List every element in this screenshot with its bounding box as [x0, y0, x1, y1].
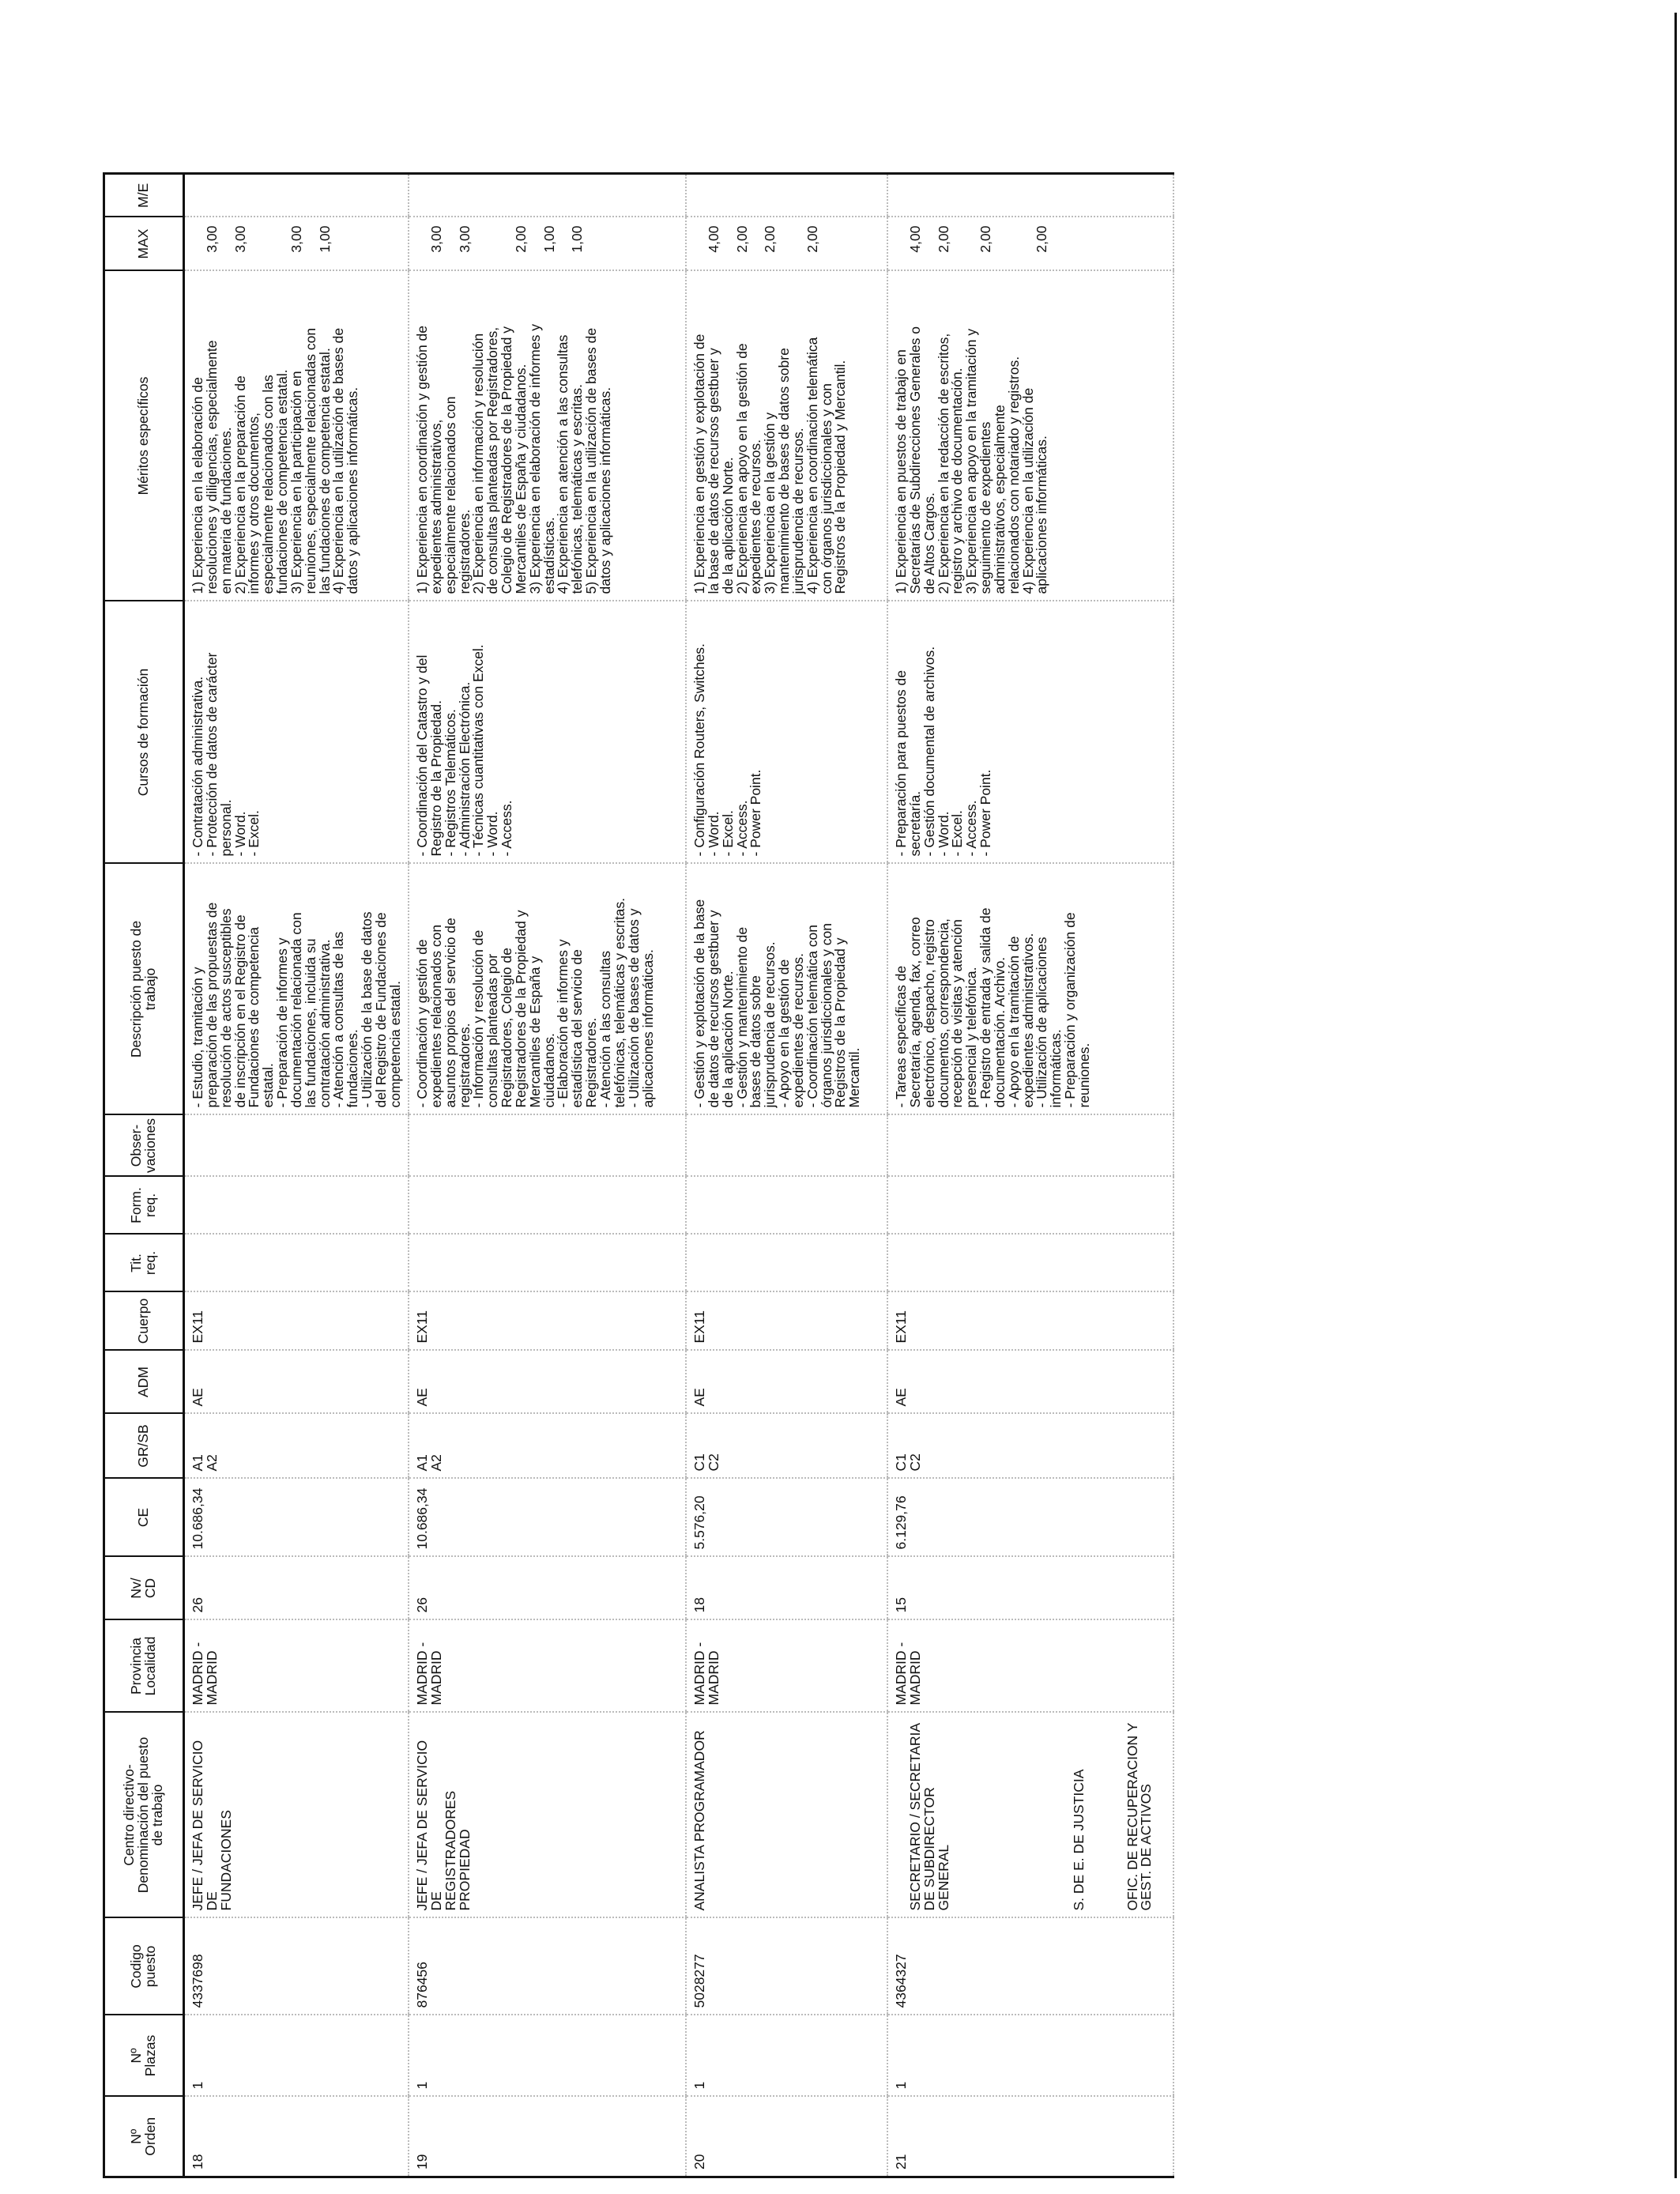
cell-cursos: - Coordinación del Catastro y del Registro de la Propiedad. - Registros Telemáticos. - Administración Electrónica. - Técnicas cuantitativas con Excel. - Word. - Access. — [409, 601, 686, 864]
cell-ce: 10.686,34 — [184, 1479, 409, 1557]
cell-codigo: 5028277 — [686, 1918, 887, 2015]
header-titulacion: Tit. req. — [104, 1235, 184, 1292]
header-orden: Nº Orden — [104, 2097, 184, 2177]
section-unit: OFIC. DE RECUPERACION Y GEST. DE ACTIVOS — [1124, 1722, 1155, 1911]
table-row — [409, 174, 686, 2177]
cell-provincia: MADRID - MADRID — [686, 1620, 887, 1713]
cell-max — [409, 217, 686, 271]
cell-provincia: MADRID - MADRID — [409, 1620, 686, 1713]
max-value — [220, 218, 234, 270]
cell-plazas: 1 — [409, 2015, 686, 2097]
cell-ce: 6.129,76 — [887, 1479, 1173, 1557]
cell-nivel: 26 — [409, 1557, 686, 1620]
header-provincia: Provincia Localidad — [104, 1620, 184, 1713]
max-value: 3,00 — [203, 225, 220, 253]
cell-observaciones — [686, 1115, 887, 1177]
cell-formacion — [887, 1177, 1173, 1235]
cell-grupo: C1 C2 — [887, 1414, 1173, 1479]
cell-orden: 20 — [686, 2097, 887, 2177]
max-value — [1008, 218, 1022, 270]
max-value: 1,00 — [316, 225, 333, 253]
max-value — [304, 218, 318, 270]
cell-descripcion: - Coordinación y gestión de expedientes relacionados con asuntos propios del servicio de registradores. - Información y resolución de consultas planteadas por Registradores, Colegio de Registradores de la Propiedad y Mercantiles de España y ciudadanos. - Elaboración de informes y estadística del servicio de Registradores. - Atención a las consultas telefónicas, telemáticas y escritas. - Utilización de bases de datos y aplicaciones informáticas. — [409, 864, 686, 1115]
cell-observaciones — [184, 1115, 409, 1177]
cell-titulacion — [686, 1235, 887, 1292]
job-positions-table — [103, 172, 1174, 2178]
cell-titulacion — [887, 1235, 1173, 1292]
cell-nivel: 26 — [184, 1557, 409, 1620]
cell-grupo: C1 C2 — [686, 1414, 887, 1479]
cell-centro: JEFE / JEFA DE SERVICIO DE REGISTRADORES PROPIEDAD — [409, 1713, 686, 1918]
max-value — [721, 218, 736, 270]
header-cursos: Cursos de formación — [104, 601, 184, 864]
header-nivel: Nv/ CD — [104, 1557, 184, 1620]
cell-grupo: A1 A2 — [409, 1414, 686, 1479]
cell-adm: AE — [184, 1351, 409, 1414]
cell-codigo: 876456 — [409, 1918, 686, 2015]
header-centro: Centro directivo- Denominación del puesto de trabajo — [104, 1713, 184, 1918]
cell-me — [686, 174, 887, 217]
cell-max — [184, 217, 409, 271]
max-value — [923, 218, 937, 270]
max-value: 2,00 — [762, 225, 778, 253]
max-value: 3,00 — [428, 225, 444, 253]
cell-formacion — [184, 1177, 409, 1235]
cell-centro — [887, 1713, 1173, 1918]
cell-formacion — [686, 1177, 887, 1235]
header-observaciones: Obser- vaciones — [104, 1115, 184, 1177]
max-value: 3,00 — [288, 225, 304, 253]
cell-adm: AE — [887, 1351, 1173, 1414]
cell-nivel: 15 — [887, 1557, 1173, 1620]
cell-descripcion: - Tareas específicas de Secretaría, agenda, fax, correo electrónico, despacho, registro documentos, correspondencia, recepción de visitas y atención presencial y telefónica. - Registro de entrada y salida de documentación. Archivo. - Apoyo en la tramitación de expedientes administrativos. - Utilización de aplicaciones informáticas. - Preparación y organización de reuniones. — [887, 864, 1173, 1115]
cell-me — [887, 174, 1173, 217]
max-value: 4,00 — [705, 225, 721, 253]
max-value — [444, 218, 458, 270]
cell-cuerpo: EX11 — [887, 1292, 1173, 1351]
cell-formacion — [409, 1177, 686, 1235]
max-value: 1,00 — [541, 225, 557, 253]
cell-titulacion — [409, 1235, 686, 1292]
cell-cursos: - Contratación administrativa. - Protección de datos de carácter personal. - Word. - Excel. — [184, 601, 409, 864]
section-dependency: S. DE E. DE JUSTICIA — [1071, 1769, 1087, 1911]
cell-codigo: 4364327 — [887, 1918, 1173, 2015]
cell-descripcion: - Gestión y explotación de la base de datos de recursos gestbuer y de la aplicación Norte. - Gestión y mantenimiento de bases de datos sobre jurisprudencia de recursos. - Apoyo en la gestión de expedientes de recursos. - Coordinación telemática con órganos jurisdiccionales y con Registros de la Propiedad y Mercantil. — [686, 864, 887, 1115]
cell-observaciones — [887, 1115, 1173, 1177]
cell-meritos: 1) Experiencia en gestión y explotación de la base de datos de recursos gestbuer y de la aplicación Norte. 2) Experiencia en apoyo en la gestión de expedientes de recursos. 3) Experiencia en la gestión y mantenimiento de bases de datos sobre jurisprudencia de recursos. 4) Experiencia en coordinación telemática con órganos jurisdiccionales y con Registros de la Propiedad y Mercantil. — [686, 271, 887, 601]
cell-adm: AE — [409, 1351, 686, 1414]
max-value: 1,00 — [569, 225, 586, 253]
max-value: 2,00 — [733, 225, 750, 253]
cell-cursos: - Preparación para puestos de secretaría. - Gestión documental de archivos. - Word. - Excel. - Access. - Power Point. — [887, 601, 1173, 864]
cell-grupo: A1 A2 — [184, 1414, 409, 1479]
cell-plazas: 1 — [887, 2015, 1173, 2097]
cell-cursos: - Configuración Routers, Switches. - Word. - Excel. - Access. - Power Point. — [686, 601, 887, 864]
cell-cuerpo: EX11 — [184, 1292, 409, 1351]
header-meritos: Méritos específicos — [104, 271, 184, 601]
cell-cuerpo: EX11 — [686, 1292, 887, 1351]
cell-max — [887, 217, 1173, 271]
header-me: M/E — [104, 174, 184, 217]
max-value: 3,00 — [456, 225, 473, 253]
header-codigo: Codigo puesto — [104, 1918, 184, 2015]
cell-centro: ANALISTA PROGRAMADOR — [686, 1713, 887, 1918]
cell-max — [686, 217, 887, 271]
table-row — [184, 174, 409, 2177]
header-grupo: GR/SB — [104, 1414, 184, 1479]
header-formacion: Form. req. — [104, 1177, 184, 1235]
table-row — [686, 174, 887, 2177]
cell-plazas: 1 — [184, 2015, 409, 2097]
max-value — [529, 218, 543, 270]
cell-me — [184, 174, 409, 217]
header-max: MAX — [104, 217, 184, 271]
cell-provincia: MADRID - MADRID — [887, 1620, 1173, 1713]
cell-adm: AE — [686, 1351, 887, 1414]
table-bottom-rule — [1674, 13, 1677, 2178]
cell-nivel: 18 — [686, 1557, 887, 1620]
max-value: 2,00 — [935, 225, 951, 253]
cell-orden: 21 — [887, 2097, 1173, 2177]
cell-centro: JEFE / JEFA DE SERVICIO DE FUNDACIONES — [184, 1713, 409, 1918]
max-value: 2,00 — [1034, 225, 1050, 253]
cell-titulacion — [184, 1235, 409, 1292]
max-value: 3,00 — [232, 225, 248, 253]
header-ce: CE — [104, 1479, 184, 1557]
header-plazas: Nº Plazas — [104, 2015, 184, 2097]
cell-ce: 10.686,34 — [409, 1479, 686, 1557]
header-cuerpo: Cuerpo — [104, 1292, 184, 1351]
header-adm: ADM — [104, 1351, 184, 1414]
max-value: 2,00 — [977, 225, 994, 253]
cell-descripcion: - Estudio, tramitación y preparación de las propuestas de resolución de actos susceptibles de inscripción en el Registro de Fundaciones de competencia estatal. - Preparación de informes y documentación relacionada con las fundaciones, incluida su contratación administrativa. - Atención a consultas de las fundaciones. - Utilización de la base de datos del Registro de Fundaciones de competencia estatal. — [184, 864, 409, 1115]
cell-provincia: MADRID - MADRID — [184, 1620, 409, 1713]
cell-meritos: 1) Experiencia en la elaboración de resoluciones y diligencias, especialmente en materia de fundaciones. 2) Experiencia en la preparación de informes y otros documentos, especialmente relacionados con las fundaciones de competencia estatal. 3) Experiencia en la participación en reuniones, especialmente relacionadas con las fundaciones de competencia estatal. 4) Experiencia en la utilización de bases de datos y aplicaciones informáticas. — [184, 271, 409, 601]
cell-meritos: 1) Experiencia en puestos de trabajo en Secretarías de Subdirecciones Generales o de Altos Cargos. 2) Experiencia en la redacción de escritos, registro y archivo de documentación. 3) Experiencia en apoyo en la tramitación y seguimiento de expedientes administrativos, especialmente relacionados con notariado y registros. 4) Experiencia en la utilización de aplicaciones informáticas. — [887, 271, 1173, 601]
cell-observaciones — [409, 1115, 686, 1177]
cell-orden: 18 — [184, 2097, 409, 2177]
cell-cuerpo: EX11 — [409, 1292, 686, 1351]
max-value: 4,00 — [906, 225, 923, 253]
position-name: SECRETARIO / SECRETARIA DE SUBDIRECTOR GENERAL — [906, 1722, 951, 1911]
cell-meritos: 1) Experiencia en coordinación y gestión de expedientes administrativos, especialmente relacionados con registradores. 2) Experiencia en información y resolución de consultas planteadas por Registradores, Colegio de Registradores de la Propiedad y Mercantiles de España y ciudadanos. 3) Experiencia en elaboración de informes y estadísticas. 4) Experiencia en atención a las consultas telefónicas, telemáticas y escritas. 5) Experiencia en la utilización de bases de datos y aplicaciones informáticas. — [409, 271, 686, 601]
header-row — [104, 174, 184, 2177]
max-value: 2,00 — [804, 225, 820, 253]
cell-codigo: 4337698 — [184, 1918, 409, 2015]
cell-me — [409, 174, 686, 217]
max-value: 2,00 — [512, 225, 529, 253]
cell-ce: 5.576,20 — [686, 1479, 887, 1557]
header-descripcion: Descripción puesto de trabajo — [104, 864, 184, 1115]
cell-plazas: 1 — [686, 2015, 887, 2097]
table-row — [887, 174, 1173, 2177]
cell-orden: 19 — [409, 2097, 686, 2177]
